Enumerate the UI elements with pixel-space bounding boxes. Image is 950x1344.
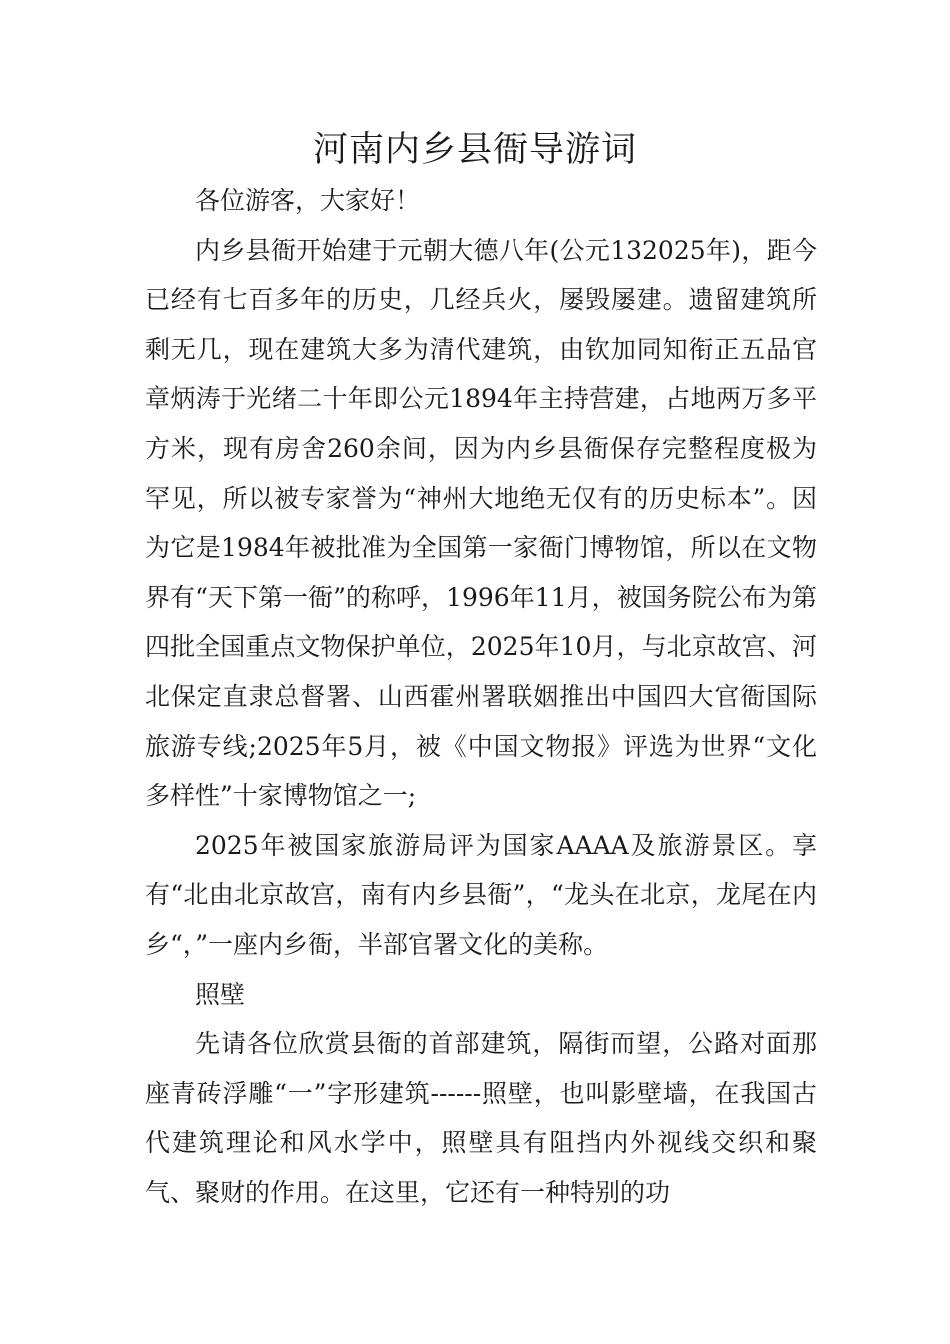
document-title: 河南内乡县衙导游词 (312, 130, 637, 170)
paragraph-honors: 2025年被国家旅游局评为国家AAAA及旅游景区。享有“北由北京故宫，南有内乡县衙”，“龙头在北京，龙尾在内乡“，”一座内乡衙，半部官署文化的美称。 (145, 830, 817, 959)
paragraph-history: 内乡县衙开始建于元朝大德八年(公元132025年)，距今已经有七百多年的历史，几经兵火，屡毁屡建。遗留建筑所剩无几，现在建筑大多为清代建筑，由钦加同知衔正五品官章炳涛于光绪二十年即公元1894年主持营建，占地两万多平方米，现有房舍260余间，因为内乡县衙保存完整程度极为罕见，所以被专家誉为“神州大地绝无仅有的历史标本”。因为它是1984年被批准为全国第一家衙门博物馆，所以在文物界有“天下第一衙”的称呼，1996年11月，被国务院公布为第四批全国重点文物保护单位，2025年10月，与北京故宫、河北保定直隶总督署、山西霍州署联姻推出中国四大官衙国际旅游专线;2025年5月，被《中国文物报》评选为世界“文化多样性”十家博物馆之一; (145, 235, 817, 811)
paragraph-greeting: 各位游客，大家好！ (195, 186, 421, 215)
document-body (145, 176, 817, 1217)
section-heading-zhaobi: 照壁 (195, 979, 246, 1009)
paragraph-zhaobi: 先请各位欣赏县衙的首部建筑，隔街而望，公路对面那座青砖浮雕“一”字形建筑------照壁，也叫影壁墙，在我国古代建筑理论和风水学中，照壁具有阻挡内外视线交织和聚气、聚财的作用。在这里，它还有一种特别的功 (145, 1029, 817, 1207)
